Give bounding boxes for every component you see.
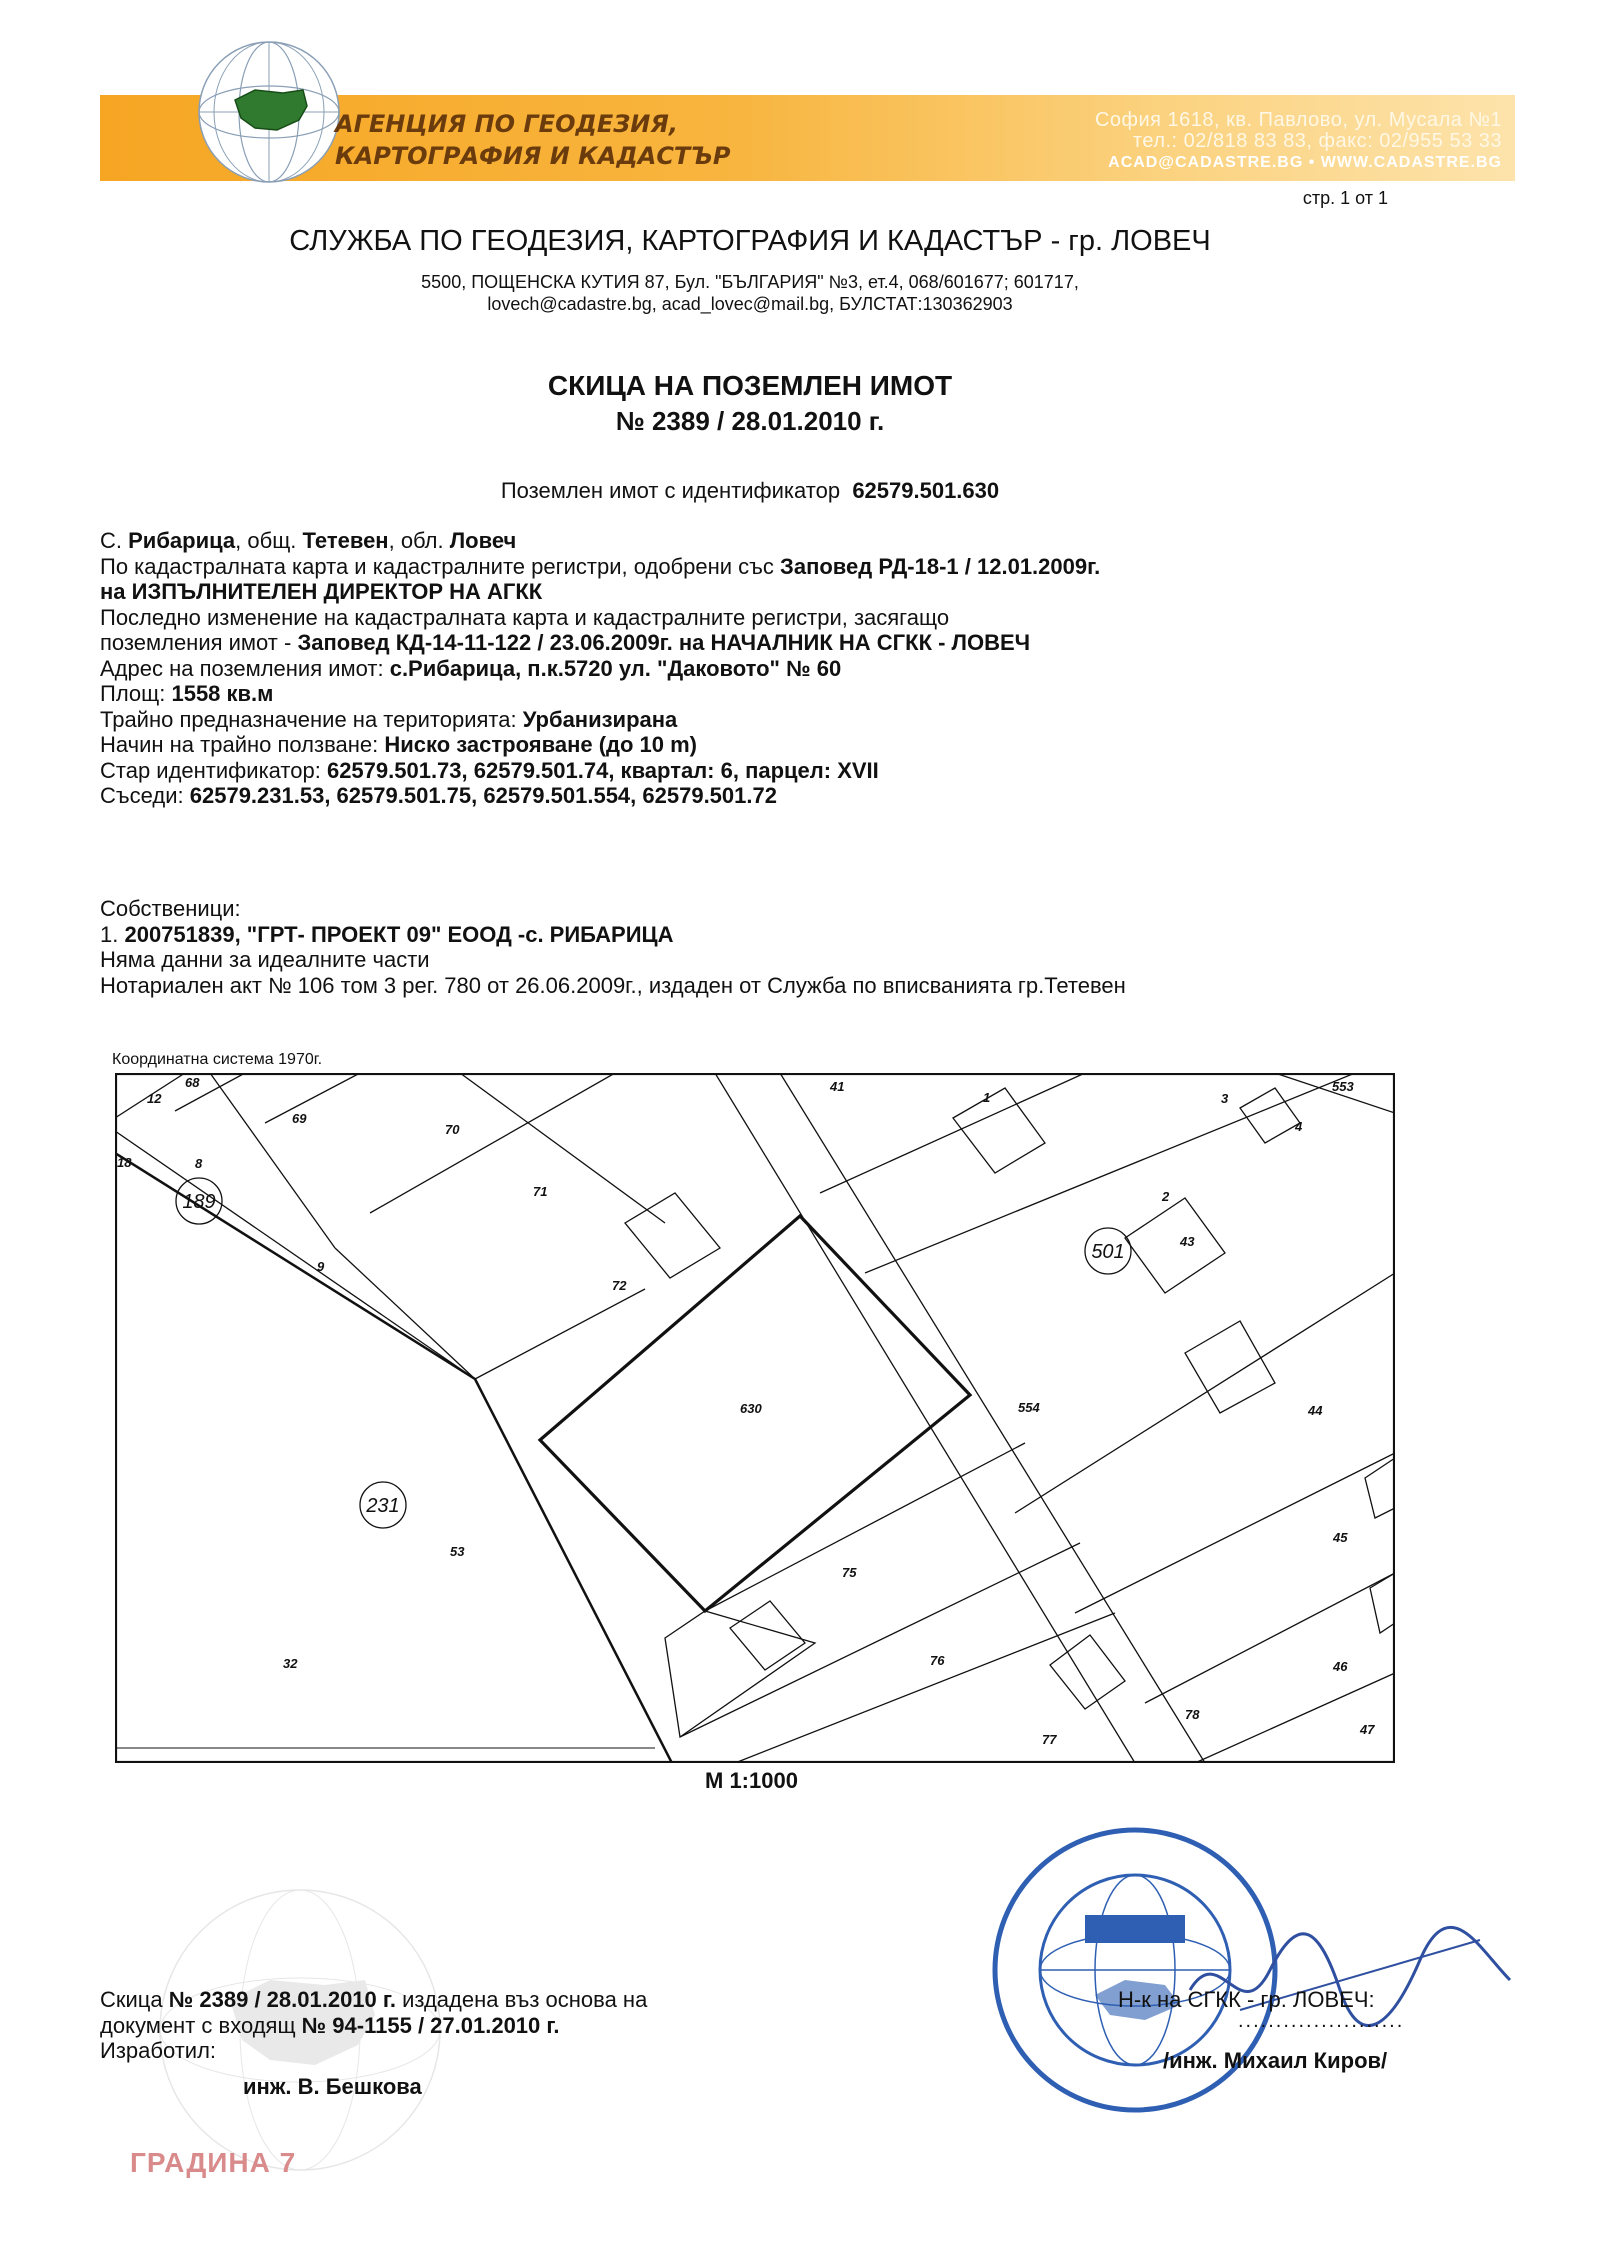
property-info [100,528,1100,809]
agency-line-2: КАРТОГРАФИЯ И КАДАСТЪР [335,142,731,170]
parcel-label-553: 553 [1332,1079,1354,1094]
building [625,1193,720,1278]
footer-text: издадена въз основа на [395,1987,648,2012]
parcel-label-53: 53 [450,1544,465,1559]
boundary-line [115,1153,475,1379]
footer-number: № 2389 / 28.01.2010 г. [168,1987,396,2012]
building-label-2: 2 [1162,1189,1170,1204]
office-address-line-1: 5500, ПОЩЕНСКА КУТИЯ 87, Бул. "БЪЛГАРИЯ" №3, ет.4, 068/601677; 601717, [421,272,1079,292]
cadastral-map [115,1073,1395,1763]
footer-line-1 [100,1987,647,2013]
agency-contact [1095,110,1502,173]
boundary-line [735,1613,1115,1763]
info-change-order-value: Заповед КД-14-11-122 / 23.06.2009г. на НАЧАЛНИК НА СГКК - ЛОВЕЧ [297,630,1031,655]
boundary-line [370,1073,615,1213]
owner-index: 1. [100,921,125,947]
parcel-label-9: 9 [317,1259,325,1274]
owner-1 [100,922,1126,948]
contact-phone: тел.: 02/818 83 83, факс: 02/955 53 33 [1132,130,1502,152]
parcel-label-71: 71 [533,1184,548,1199]
info-usage-value: Ниско застрояване (до 10 m) [384,732,698,757]
boundary-line [1195,1673,1395,1763]
road-edge-right [780,1073,1205,1763]
info-text: Стар идентификатор: [100,757,327,783]
zone-label-501: 501 [1091,1241,1125,1263]
office-address-line-2: lovech@cadastre.bg, acad_lovec@mail.bg, БУЛСТАТ:130362903 [487,294,1013,314]
building-label-4: 4 [1295,1119,1303,1134]
parcel-label-44: 44 [1308,1403,1323,1418]
boundary-line [265,1073,360,1123]
boundary-line [1145,1573,1395,1703]
building-label-3: 3 [1221,1091,1229,1106]
document-title: СКИЦА НА ПОЗЕМЛЕН ИМОТ [547,370,953,401]
office-address [0,271,1500,315]
info-text: Съседи: [100,783,190,808]
building [730,1601,805,1670]
info-address [100,656,1100,682]
map-scale: М 1:1000 [705,1768,798,1793]
parcel-label-43: 43 [1180,1234,1195,1249]
info-old-identifier-value: 62579.501.73, 62579.501.74, квартал: 6, парцел: XVII [326,757,879,783]
parcel-label-76: 76 [930,1653,945,1668]
page-number: стр. 1 от 1 [1302,188,1388,208]
parcel-label-45: 45 [1333,1530,1348,1545]
info-text: Начин на трайно ползване: [100,732,385,757]
owner-deed: Нотариален акт № 106 том 3 рег. 780 от 26.06.2009г., издаден от Служба по вписванията гр.Тетевен [100,972,1126,998]
info-approval [100,554,1100,580]
parcel-label-77: 77 [1042,1732,1057,1747]
info-purpose-value: Урбанизирана [522,706,678,732]
parcel-label-70: 70 [445,1122,460,1137]
building [1125,1198,1225,1293]
agency-line-1: АГЕНЦИЯ ПО ГЕОДЕЗИЯ, [335,110,678,138]
boundary-line [115,1131,475,1379]
parcel-label-41: 41 [830,1079,845,1094]
property-identifier [0,478,1500,504]
info-text: Адрес на поземления имот: [100,655,390,681]
parcel-label-75: 75 [842,1565,857,1580]
agency-globe-logo-icon [195,38,343,186]
prepared-by-name: инж. В. Бешкова [243,2074,422,2099]
footer-text: документ с входящ [100,2012,302,2038]
info-text: поземления имот - [100,630,298,655]
building [1370,1573,1395,1633]
info-order: Заповед РД-18-1 / 12.01.2009г. [780,553,1101,579]
building [1185,1321,1275,1413]
info-area-value: 1558 кв.м [171,681,274,706]
info-text: С. [100,528,129,553]
identifier-label: Поземлен имот с идентификатор [500,478,841,503]
parcel-label-47: 47 [1360,1722,1375,1737]
info-purpose [100,707,1100,733]
info-old-identifier [100,758,1100,784]
footer-text: Скица [100,1987,169,2012]
boundary-line [705,1443,1025,1611]
owners-label: Собственици: [100,896,241,921]
boundary-line [475,1289,645,1379]
info-director [100,579,1100,605]
info-region: Ловеч [449,528,517,553]
parcel-75-front [665,1611,815,1737]
signature-dots: ...................... [1238,2010,1405,2032]
info-neighbours-value: 62579.231.53, 62579.501.75, 62579.501.554, 62579.501.72 [189,783,777,808]
zone-label-189: 189 [182,1191,216,1213]
footer-issued [100,1987,647,2064]
building [1050,1635,1125,1709]
info-location [100,528,1100,554]
boundary-line [335,1248,475,1379]
building [953,1088,1045,1173]
info-text: , обл. [388,528,450,553]
contact-web: ACAD@CADASTRE.BG • WWW.CADASTRE.BG [1108,154,1502,171]
info-area [100,681,1100,707]
parcel-label-12: 12 [147,1091,162,1106]
agency-name [335,108,730,172]
parcel-label-69: 69 [292,1111,307,1126]
chief-title: Н-к на СГКК - гр. ЛОВЕЧ: [1118,1987,1375,2012]
info-text: По кадастралната карта и кадастралните регистри, одобрени със [100,553,781,579]
boundary-line [475,1379,675,1763]
boundary-line [820,1073,1085,1193]
contact-address: София 1618, кв. Павлово, ул. Мусала №1 [1094,109,1502,131]
footer-line-3: Изработил: [100,2038,217,2063]
parcel-label-8: 8 [195,1156,203,1171]
parcel-label-72: 72 [612,1278,627,1293]
boundary-line [210,1073,335,1248]
owner-name: 200751839, "ГРТ- ПРОЕКТ 09" ЕООД -с. РИБАРИЦА [124,921,674,947]
building [1365,1458,1395,1518]
owners-section [100,896,1126,998]
chief-name: /инж. Михаил Киров/ [1163,2048,1388,2073]
office-title: СЛУЖБА ПО ГЕОДЕЗИЯ, КАРТОГРАФИЯ И КАДАСТЪР - гр. ЛОВЕЧ [289,225,1211,257]
boundary-line [460,1073,665,1223]
document-number: № 2389 / 28.01.2010 г. [615,406,885,436]
road-edge-left [715,1073,1135,1763]
info-last-change: Последно изменение на кадастралната карта и кадастралните регистри, засягащо [100,604,950,630]
info-village: Рибарица [128,528,236,553]
coordinate-system-label: Координатна система 1970г. [112,1051,323,1068]
parcel-label-18: 18 [117,1155,132,1170]
info-change-order [100,630,1100,656]
info-usage [100,732,1100,758]
info-municipality: Тетевен [302,528,389,553]
owner-shares: Няма данни за идеалните части [100,947,430,972]
footer-line-2 [100,2013,647,2039]
parcel-label-630: 630 [740,1401,762,1416]
info-address-value: с.Рибарица, п.к.5720 ул. "Даковото" № 60 [389,655,842,681]
parcel-label-554: 554 [1018,1400,1040,1415]
boundary-line [1015,1273,1395,1513]
parcel-label-32: 32 [283,1656,298,1671]
building [1240,1088,1300,1143]
parcel-label-46: 46 [1333,1659,1348,1674]
info-text: Трайно предназначение на територията: [100,706,523,732]
building-label-1: 1 [983,1090,991,1105]
watermark-text: ГРАДИНА 7 [130,2147,297,2178]
zone-label-231: 231 [366,1495,400,1517]
parcel-label-68: 68 [185,1075,200,1090]
parcel-label-78: 78 [1185,1707,1200,1722]
info-neighbours [100,783,1100,809]
info-text: , общ. [235,528,303,553]
info-director-text: на ИЗПЪЛНИТЕЛЕН ДИРЕКТОР НА АГКК [100,579,543,604]
footer-incoming-number: № 94-1155 / 27.01.2010 г. [301,2012,560,2038]
info-text: Площ: [100,681,172,706]
identifier-value: 62579.501.630 [852,478,1000,503]
